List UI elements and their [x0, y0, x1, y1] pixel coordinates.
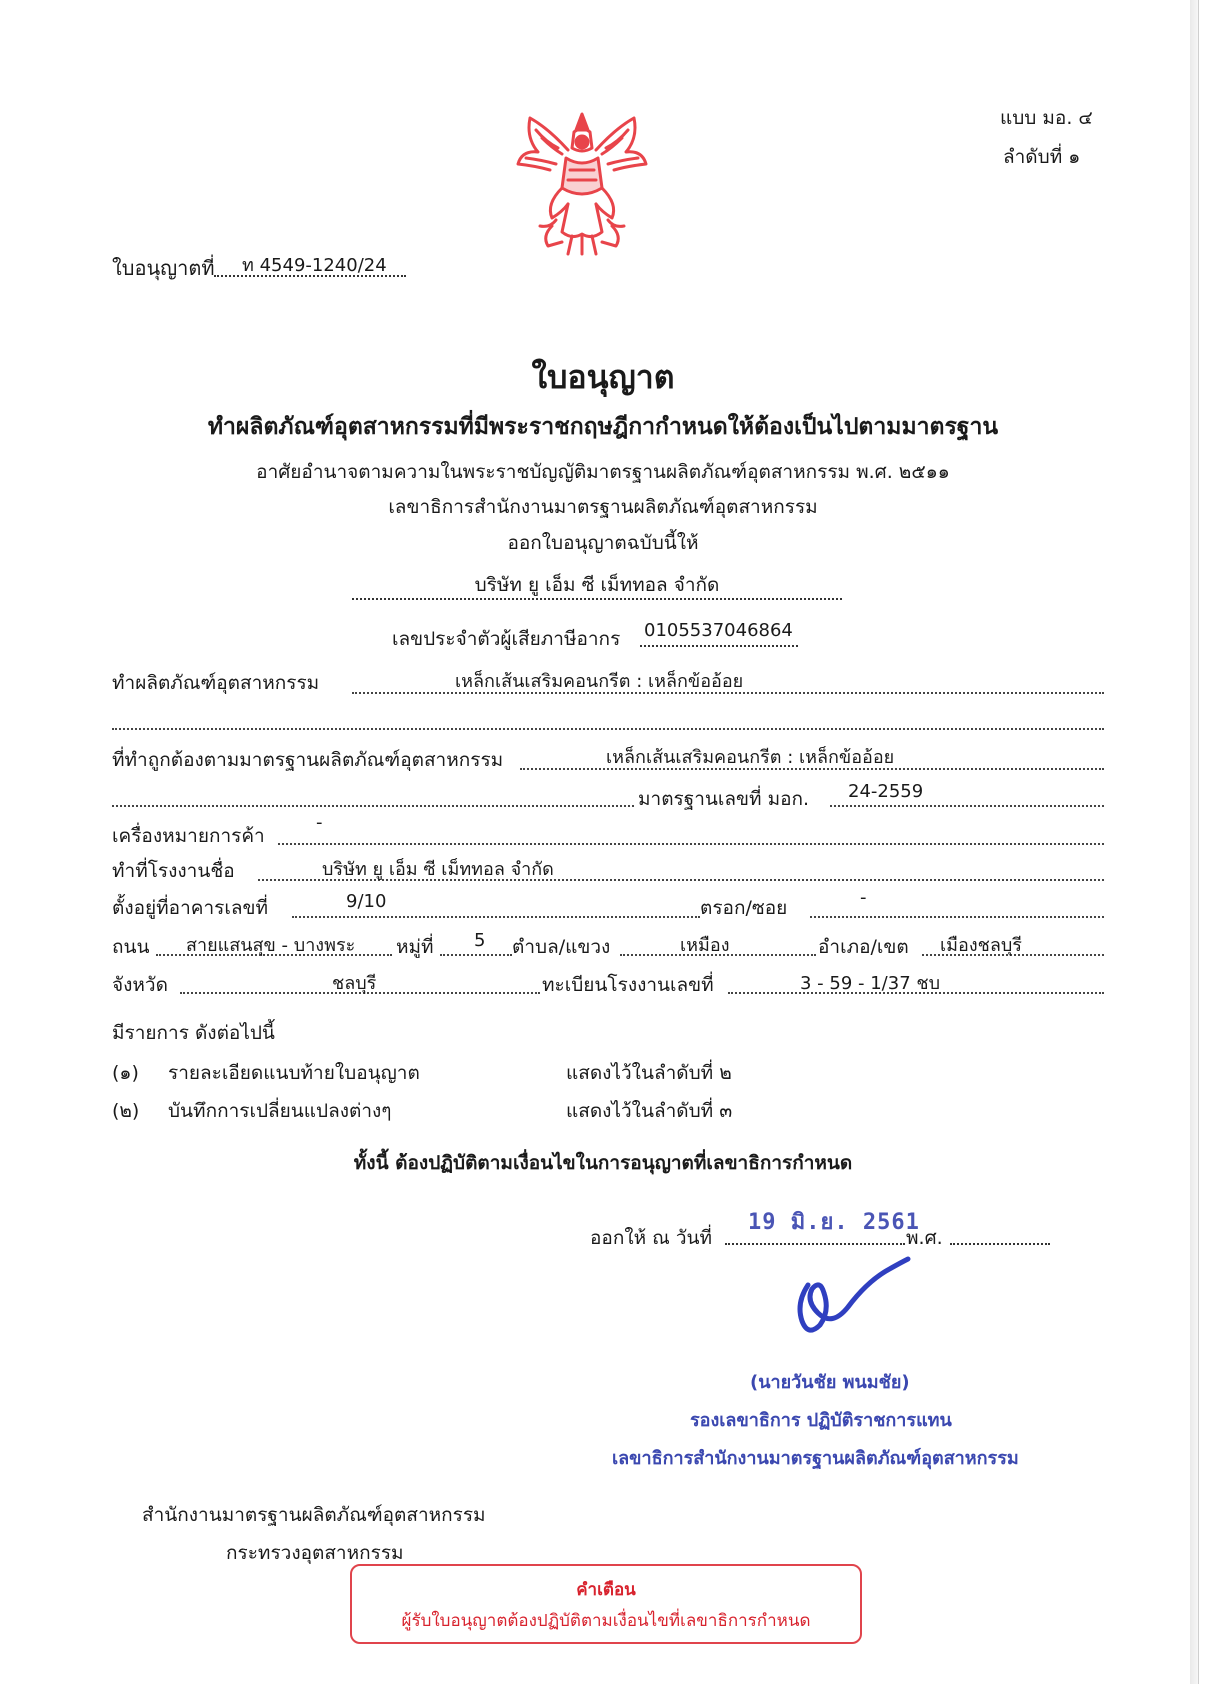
product-value: เหล็กเส้นเสริมคอนกรีต : เหล็กข้ออ้อย	[455, 671, 744, 692]
item-number: (๑)	[112, 1062, 139, 1084]
province-label: จังหวัด	[112, 974, 168, 996]
form-order: ลำดับที่ ๑	[1003, 146, 1081, 168]
factory-name-label: ทำที่โรงงานชื่อ	[112, 860, 235, 882]
standard-number-value: 24-2559	[848, 781, 924, 802]
factory-registration-label: ทะเบียนโรงงานเลขที่	[542, 974, 714, 996]
form-code: แบบ มอ. ๔	[1000, 107, 1093, 129]
item-reference: แสดงไว้ในลำดับที่ ๒	[566, 1062, 732, 1084]
tax-id-value: 0105537046864	[644, 620, 793, 641]
footer-office: สำนักงานมาตรฐานผลิตภัณฑ์อุตสาหกรรม	[142, 1504, 486, 1526]
standard-dotted-line-2	[112, 805, 634, 807]
standard-value: เหล็กเส้นเสริมคอนกรีต : เหล็กข้ออ้อย	[606, 747, 895, 768]
document-subtitle: ทำผลิตภัณฑ์อุตสาหกรรมที่มีพระราชกฤษฎีกากำหนดให้ต้องเป็นไปตามมาตรฐาน	[207, 414, 999, 440]
standard-number-label: มาตรฐานเลขที่ มอก.	[638, 788, 810, 810]
soi-value: -	[860, 887, 867, 908]
issued-date-label: ออกให้ ณ วันที่	[590, 1227, 713, 1249]
moo-value: 5	[474, 930, 486, 951]
signatory-office: เลขาธิการสำนักงานมาตรฐานผลิตภัณฑ์อุตสาหกรรม	[612, 1448, 1019, 1469]
factory-name-value: บริษัท ยู เอ็ม ซี เม็ททอล จำกัด	[322, 859, 554, 880]
items-heading: มีรายการ ดังต่อไปนี้	[112, 1022, 275, 1044]
moo-label: หมู่ที่	[396, 936, 434, 958]
standard-number-dotted-line	[830, 805, 1104, 807]
soi-label: ตรอก/ซอย	[700, 897, 788, 919]
page-edge	[1190, 0, 1198, 1684]
standard-label: ที่ทำถูกต้องตามมาตรฐานผลิตภัณฑ์อุตสาหกรรม	[112, 749, 504, 771]
moo-dotted-line	[440, 954, 512, 956]
licensee-company-name: บริษัท ยู เอ็ม ซี เม็ททอล จำกัด	[474, 574, 720, 596]
company-dotted-line	[352, 598, 842, 600]
issued-date-stamp: 19 มิ.ย. 2561	[748, 1210, 920, 1235]
trademark-label: เครื่องหมายการค้า	[112, 825, 265, 847]
product-label: ทำผลิตภัณฑ์อุตสาหกรรม	[112, 672, 320, 694]
amphoe-label: อำเภอ/เขต	[818, 936, 909, 958]
document-title: ใบอนุญาต	[531, 358, 675, 396]
signature-icon	[790, 1255, 930, 1355]
license-number-label: ใบอนุญาตที่	[112, 256, 215, 280]
footer-ministry: กระทรวงอุตสาหกรรม	[226, 1542, 404, 1564]
warning-box	[350, 1564, 862, 1644]
trademark-value: -	[316, 812, 323, 833]
soi-dotted-line	[810, 916, 1104, 918]
trademark-dotted-line	[278, 843, 1104, 845]
road-value: สายแสนสุข - บางพระ	[186, 935, 356, 956]
signatory-name: (นายวันชัย พนมชัย)	[750, 1372, 910, 1393]
tambon-value: เหมือง	[680, 935, 730, 956]
tax-id-dotted-line	[640, 645, 798, 647]
warning-title: คำเตือน	[576, 1580, 636, 1600]
item-number: (๒)	[112, 1100, 140, 1122]
authority-line: อาศัยอำนาจตามความในพระราชบัญญัติมาตรฐานผลิตภัณฑ์อุตสาหกรรม พ.ศ. ๒๕๑๑	[256, 461, 950, 483]
issuer-line: เลขาธิการสำนักงานมาตรฐานผลิตภัณฑ์อุตสาหกรรม	[388, 496, 818, 518]
province-value: ชลบุรี	[332, 973, 377, 994]
issued-era-label: พ.ศ.	[906, 1227, 943, 1249]
product-dotted-line-2	[112, 728, 1104, 730]
signatory-position: รองเลขาธิการ ปฏิบัติราชการแทน	[690, 1410, 952, 1431]
amphoe-value: เมืองชลบุรี	[940, 935, 1022, 956]
item-text: รายละเอียดแนบท้ายใบอนุญาต	[168, 1062, 420, 1084]
issued-era-dotted-line	[950, 1243, 1050, 1245]
building-dotted-line	[292, 916, 700, 918]
item-reference: แสดงไว้ในลำดับที่ ๓	[566, 1100, 733, 1122]
road-label: ถนน	[112, 936, 150, 958]
garuda-emblem-icon	[512, 108, 652, 258]
license-number-value: ท 4549-1240/24	[242, 255, 387, 276]
building-value: 9/10	[346, 891, 387, 912]
building-label: ตั้งอยู่ที่อาคารเลขที่	[112, 897, 268, 919]
warning-text: ผู้รับใบอนุญาตต้องปฏิบัติตามเงื่อนไขที่เลขาธิการกำหนด	[401, 1611, 811, 1631]
factory-registration-value: 3 - 59 - 1/37 ชบ	[800, 973, 941, 994]
condition-statement: ทั้งนี้ ต้องปฏิบัติตามเงื่อนไขในการอนุญาตที่เลขาธิการกำหนด	[353, 1152, 853, 1174]
tambon-label: ตำบล/แขวง	[512, 936, 611, 958]
tax-id-label: เลขประจำตัวผู้เสียภาษีอากร	[392, 628, 621, 650]
item-text: บันทึกการเปลี่ยนแปลงต่างๆ	[168, 1100, 392, 1122]
issue-to-line: ออกใบอนุญาตฉบับนี้ให้	[507, 532, 699, 554]
issued-date-dotted-line	[725, 1243, 905, 1245]
